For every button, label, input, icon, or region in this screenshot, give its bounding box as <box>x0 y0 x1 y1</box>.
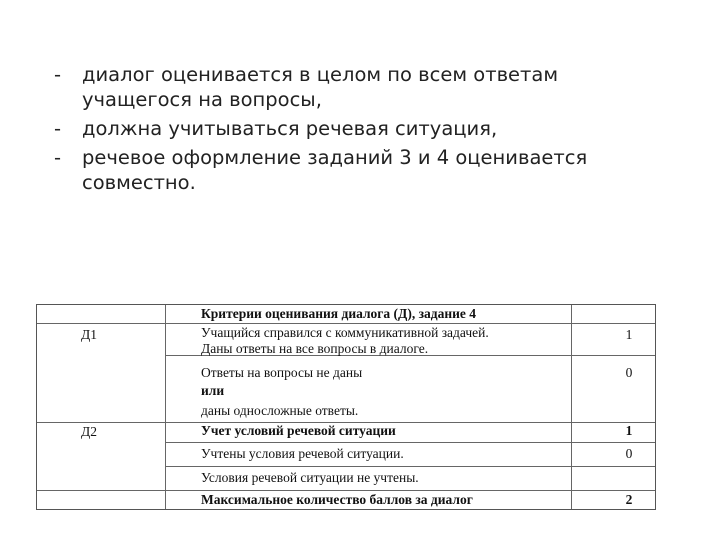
total-label: Максимальное количество баллов за диалог <box>201 492 473 507</box>
bullet-dash: - <box>54 63 62 86</box>
bullet-line: учащегося на вопросы, <box>82 88 322 111</box>
bullet-item <box>52 145 652 195</box>
criterion-text: Учтены условия речевой ситуации. <box>201 446 404 461</box>
criterion-text: Ответы на вопросы не даны <box>201 365 363 380</box>
criterion-text: или <box>201 383 225 398</box>
criterion-text: Условия речевой ситуации не учтены. <box>201 470 419 485</box>
table-header: Критерии оценивания диалога (Д), задание 4 <box>201 306 477 321</box>
bullet-item <box>52 116 652 141</box>
criterion-score: 0 <box>625 446 633 461</box>
criteria-table <box>36 304 656 510</box>
bullet-line: совместно. <box>82 171 196 194</box>
criterion-text: Учащийся справился с коммуникативной задачей. <box>201 325 489 340</box>
table-col-divider <box>165 305 166 509</box>
total-score: 2 <box>625 492 633 507</box>
bullet-line: речевое оформление заданий 3 и 4 оценивается <box>82 146 588 169</box>
criterion-score: 0 <box>625 365 633 380</box>
criterion-score: 1 <box>625 327 633 342</box>
criterion-code: Д2 <box>81 424 97 439</box>
bullet-item <box>52 62 652 112</box>
table-row-divider <box>165 442 655 443</box>
criterion-score: 1 <box>625 423 633 438</box>
table-col-divider <box>571 305 572 509</box>
bullet-line: диалог оценивается в целом по всем ответам <box>82 63 559 86</box>
criterion-text: даны односложные ответы. <box>201 403 359 418</box>
table-row-divider <box>165 466 655 467</box>
bullet-dash: - <box>54 146 62 169</box>
table-row-divider <box>37 490 655 491</box>
criterion-code: Д1 <box>81 327 97 342</box>
criterion-text: Даны ответы на все вопросы в диалоге. <box>201 341 429 356</box>
criterion-title: Учет условий речевой ситуации <box>201 423 396 438</box>
bullet-list <box>52 62 652 199</box>
table-row-divider <box>37 323 655 324</box>
bullet-line: должна учитываться речевая ситуация, <box>82 117 498 140</box>
bullet-dash: - <box>54 117 62 140</box>
